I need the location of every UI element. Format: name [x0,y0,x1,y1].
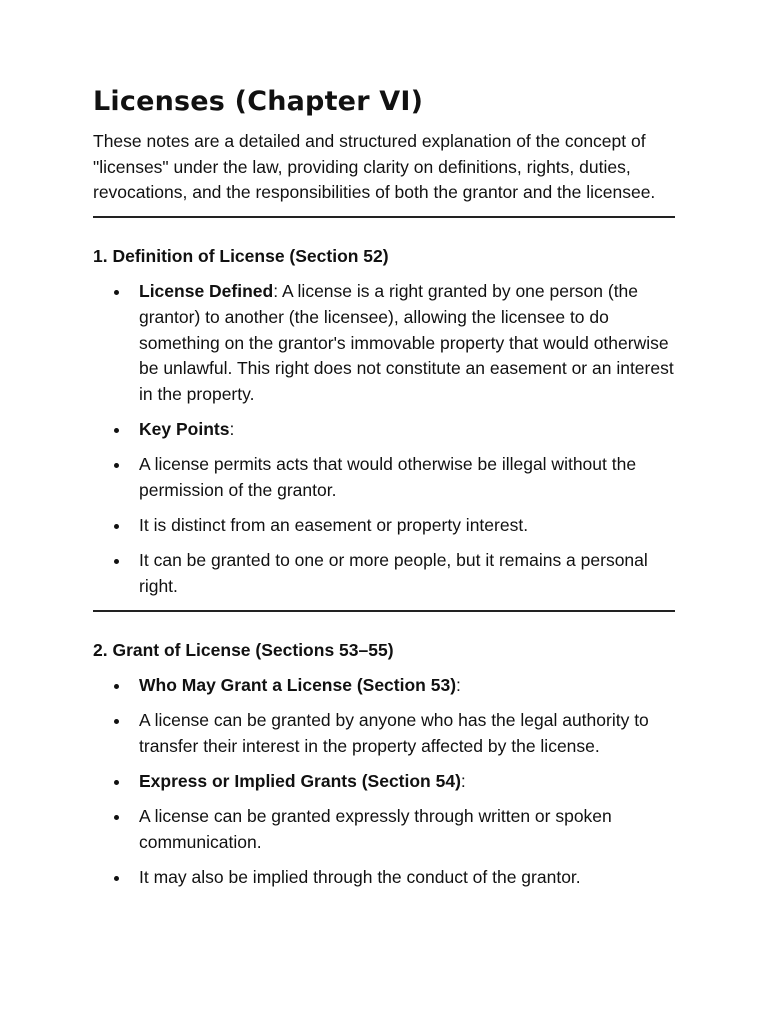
bullet-icon [114,428,119,433]
list-item [93,417,675,443]
bullet-bold-term: Who May Grant a License (Section 53) [139,674,457,695]
bullet-text: : [456,674,461,695]
bullet-text: A license can be granted expressly through written or spoken communication. [139,806,612,852]
bullet-text: : A license is a right granted by one person (the grantor) to another (the licensee), allowing the licensee to do something on the grantor's immovable property that would otherwise be unlawful. This right does not constitute an easement or an interest in the property. [139,281,674,404]
list-item [93,804,675,855]
section-heading: 2. Grant of License (Sections 53–55) [93,639,394,660]
bullet-icon [114,290,119,295]
section-divider [93,216,675,218]
list-item [93,708,675,759]
page-title: Licenses (Chapter VI) [93,86,424,117]
bullet-list [93,279,675,600]
list-item [93,673,675,699]
bullet-text: : [229,419,235,440]
bullet-text: It can be granted to one or more people, but it remains a personal right. [139,550,648,597]
list-item [93,769,675,795]
bullet-text: It is distinct from an easement or property interest. [139,515,529,536]
document-page [93,84,675,891]
list-item [93,279,675,408]
list-item [93,548,675,599]
bullet-icon [114,815,119,820]
bullet-icon [114,684,119,689]
intro-paragraph: These notes are a detailed and structured explanation of the concept of "licenses" under the law, providing clarity on definitions, rights, duties, revocations, and the responsibilities of both the grantor and the licensee. [93,131,656,203]
bullet-text: A license permits acts that would otherwise be illegal without the permission of the grantor. [139,454,637,501]
list-item [93,865,675,891]
bullet-bold-term: License Defined [139,281,274,302]
bullet-icon [114,524,119,529]
list-item [93,452,675,503]
section-grant-of-license [93,638,675,891]
bullet-text: It may also be implied through the conduct of the grantor. [139,867,581,888]
bullet-list [93,673,675,891]
bullet-icon [114,559,119,564]
bullet-bold-term: Express or Implied Grants (Section 54) [139,770,461,791]
section-heading: 1. Definition of License (Section 52) [93,246,389,267]
bullet-bold-term: Key Points [139,419,230,440]
bullet-text: : [460,770,466,791]
bullet-icon [114,876,119,881]
section-divider [93,610,675,612]
bullet-icon [114,463,119,468]
bullet-icon [114,719,119,724]
bullet-text: A license can be granted by anyone who has the legal authority to transfer their interest in the property affected by the license. [139,710,649,756]
bullet-icon [114,780,119,785]
list-item [93,513,675,539]
section-definition-of-license [93,244,675,600]
